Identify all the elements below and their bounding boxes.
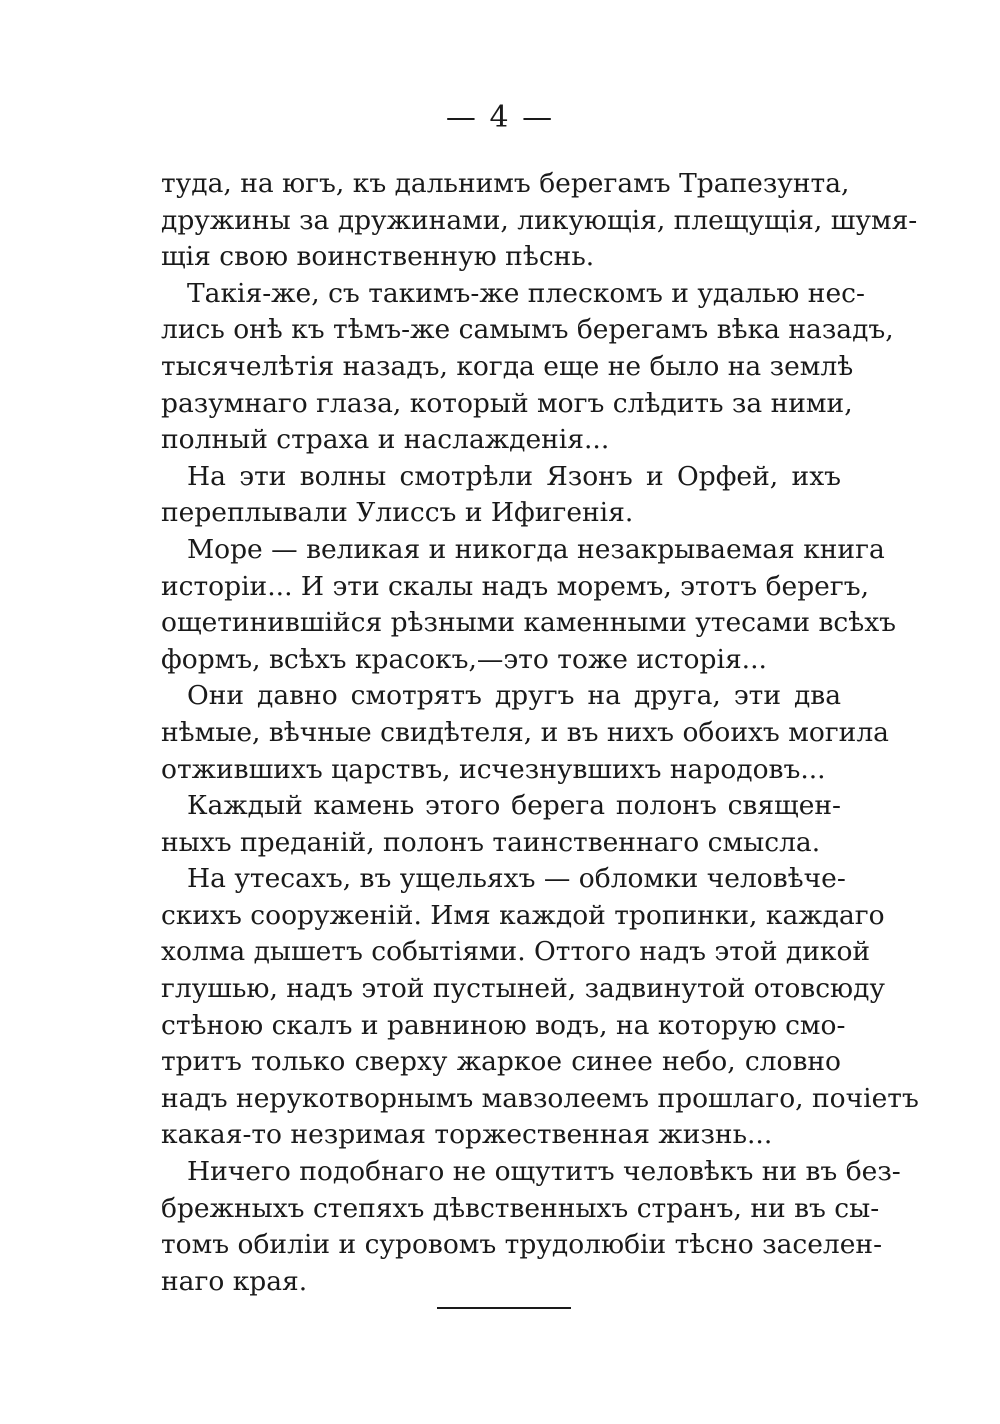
text-line: Они давно смотрятъ другъ на друга, эти два — [187, 680, 841, 712]
paragraph — [161, 861, 919, 1154]
paragraph — [161, 276, 894, 459]
text-line: лись онѣ къ тѣмъ-же самымъ берегамъ вѣка назадъ, — [161, 314, 894, 346]
text-line: стѣною скалъ и равниною водъ, на которую смо- — [161, 1009, 846, 1041]
text-line: надъ нерукотворнымъ мавзолеемъ прошлаго, почіетъ — [161, 1082, 919, 1114]
text-line: ощетинившійся рѣзными каменными утесами всѣхъ — [161, 607, 897, 639]
page-number: — 4 — — [445, 100, 555, 135]
text-line: туда, на югъ, къ дальнимъ берегамъ Трапезунта, — [161, 168, 850, 199]
text-line: Такія-же, съ такимъ-же плескомъ и удалью нес- — [187, 277, 865, 309]
paragraph — [161, 1154, 901, 1300]
text-line: томъ обиліи и суровомъ трудолюбіи тѣсно заселен- — [161, 1229, 883, 1261]
text-line: На утесахъ, въ ущельяхъ — обломки человѣче- — [187, 863, 846, 895]
text-line: тысячелѣтія назадъ, когда еще не было на землѣ — [161, 350, 854, 382]
text-line: исторіи... И эти скалы надъ моремъ, этотъ берегъ, — [161, 570, 870, 602]
text-line: какая-то незримая торжественная жизнь... — [161, 1119, 773, 1151]
text-line: формъ, всѣхъ красокъ,—это тоже исторія... — [161, 643, 767, 675]
text-line: На эти волны смотрѣли Язонъ и Орфей, ихъ — [187, 460, 841, 492]
text-line: нѣмые, вѣчные свидѣтеля, и въ нихъ обоихъ могила — [161, 716, 889, 748]
text-line: наго края. — [161, 1265, 308, 1297]
text-line: брежныхъ степяхъ дѣвственныхъ странъ, ни въ сы- — [161, 1192, 880, 1224]
paragraph — [161, 166, 918, 276]
text-line: разумнаго глаза, который могъ слѣдить за ними, — [161, 387, 853, 419]
end-rule — [437, 1307, 571, 1309]
paragraph — [161, 788, 841, 861]
text-line: холма дышетъ событіями. Оттого надъ этой дикой — [161, 936, 871, 968]
text-line: скихъ сооруженій. Имя каждой тропинки, каждаго — [161, 899, 885, 931]
body-text — [161, 166, 919, 1300]
text-line: переплывали Улиссъ и Ифигенія. — [161, 497, 634, 529]
text-line: Каждый камень этого берега полонъ священ- — [187, 790, 841, 822]
text-line: ныхъ преданій, полонъ таинственнаго смысла. — [161, 826, 821, 858]
text-line: полный страха и наслажденія... — [161, 424, 610, 456]
text-line: Ничего подобнаго не ощутитъ человѣкъ ни въ без- — [187, 1156, 901, 1188]
text-line: глушью, надъ этой пустыней, задвинутой отовсюду — [161, 973, 886, 1005]
text-line: дружины за дружинами, ликующія, плещущія, шумя- — [161, 204, 918, 236]
paragraph — [161, 459, 841, 532]
text-line: отжившихъ царствъ, исчезнувшихъ народовъ... — [161, 753, 826, 785]
text-line: щія свою воинственную пѣснь. — [161, 241, 595, 273]
paragraph — [161, 678, 889, 788]
paragraph — [161, 532, 897, 678]
text-line: Море — великая и никогда незакрываемая книга — [187, 533, 885, 565]
text-line: тритъ только сверху жаркое синее небо, словно — [161, 1046, 841, 1078]
